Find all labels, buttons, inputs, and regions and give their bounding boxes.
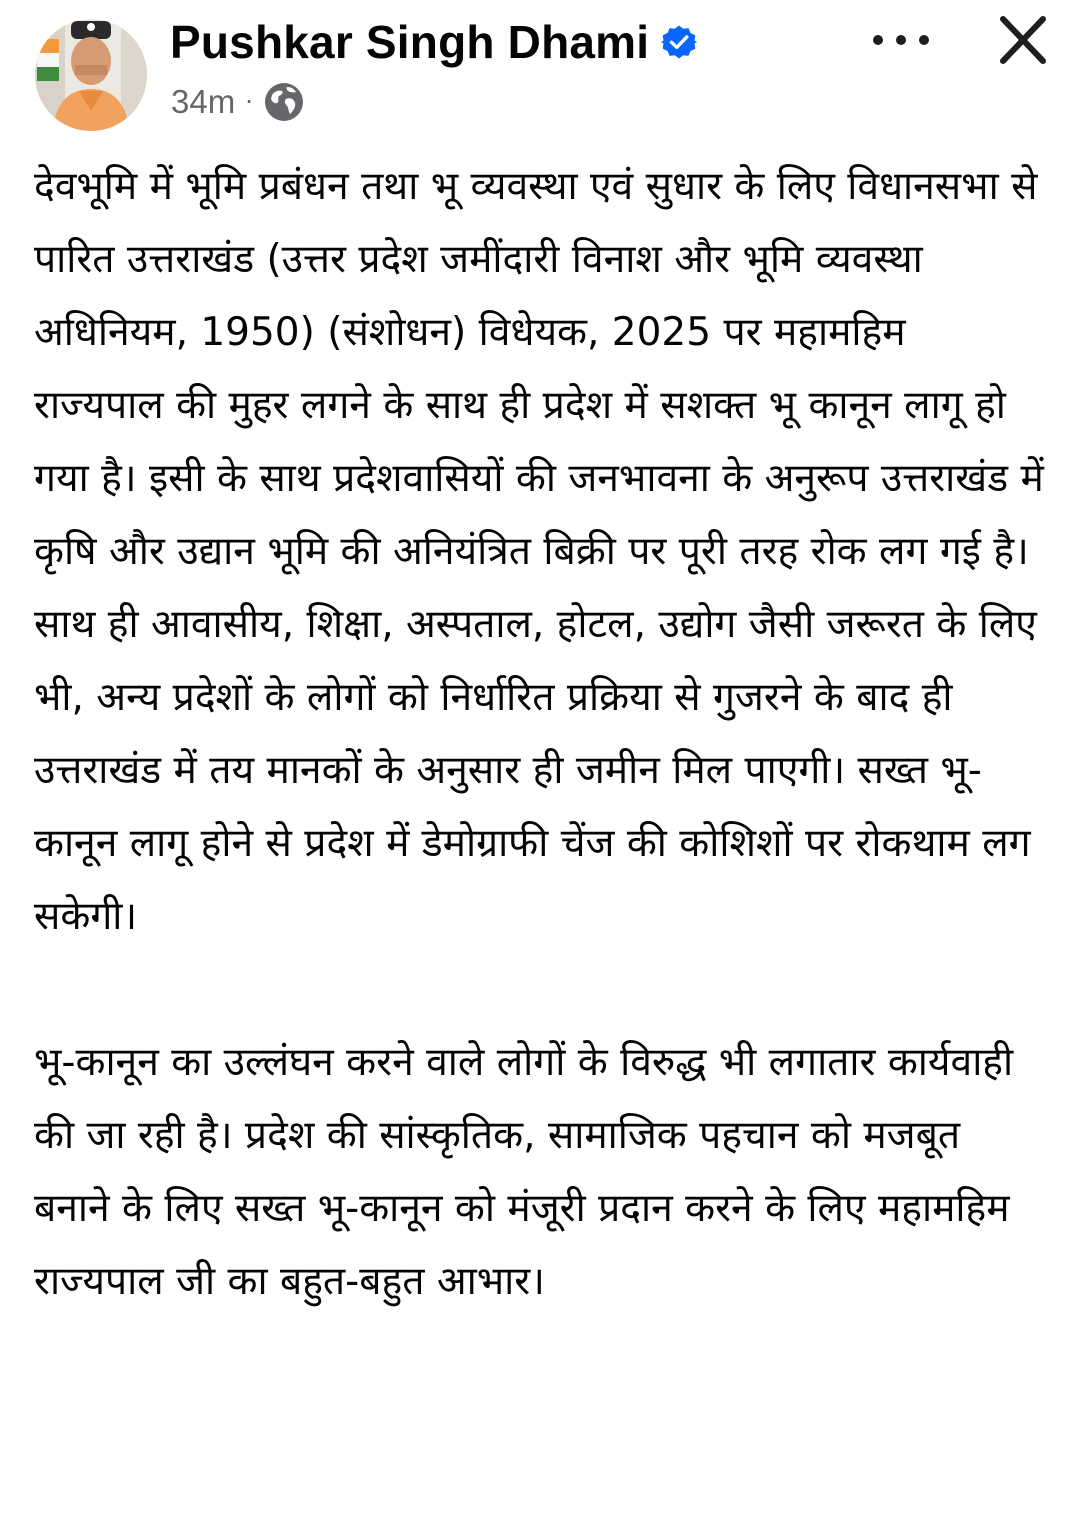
timestamp[interactable]: 34m (171, 83, 236, 120)
profile-photo (35, 19, 147, 131)
more-options-button[interactable] (866, 18, 936, 62)
meta-separator: · (245, 88, 253, 116)
avatar[interactable] (35, 19, 147, 131)
more-horizontal-icon (866, 18, 936, 62)
post-paragraph: भू-कानून का उल्लंघन करने वाले लोगों के विरुद्ध भी लगातार कार्यवाही की जा रही है। प्रदेश की सांस्कृतिक, सामाजिक पहचान को मजबूत बनाने के लिए सख्त भू-कानून को मंजूरी प्रदान करने के लिए महामहिम राज्यपाल जी का बहुत-बहुत आभार। (34, 1040, 1014, 1304)
author-line (170, 12, 697, 72)
post-header (0, 0, 1080, 140)
post-text (34, 150, 1044, 1318)
close-icon (990, 10, 1056, 70)
verified-badge-icon (661, 24, 697, 60)
globe-icon[interactable] (263, 81, 305, 123)
close-button[interactable] (990, 10, 1056, 70)
author-name[interactable]: Pushkar Singh Dhami (170, 16, 650, 68)
post-paragraph: देवभूमि में भूमि प्रबंधन तथा भू व्यवस्था एवं सुधार के लिए विधानसभा से पारित उत्तराखंड (उत्तर प्रदेश जमींदारी विनाश और भूमि व्यवस्था अधिनियम, 1950) (संशोधन) विधेयक, 2025 पर महामहिम राज्यपाल की मुहर लगने के साथ ही प्रदेश में सशक्त भू कानून लागू हो गया है। इसी के साथ प्रदेशवासियों की जनभावना के अनुरूप उत्तराखंड में कृषि और उद्यान भूमि की अनियंत्रित बिक्री पर पूरी तरह रोक लग गई है। साथ ही आवासीय, शिक्षा, अस्पताल, होटल, उद्योग जैसी जरूरत के लिए भी, अन्य प्रदेशों के लोगों को निर्धारित प्रक्रिया से गुजरने के बाद ही उत्तराखंड में तय मानकों के अनुसार ही जमीन मिल पाएगी। सख्त भू-कानून लागू होने से प्रदेश में डेमोग्राफी चेंज की कोशिशों पर रोकथाम लग सकेगी। (34, 164, 1044, 939)
post-meta (171, 80, 305, 124)
